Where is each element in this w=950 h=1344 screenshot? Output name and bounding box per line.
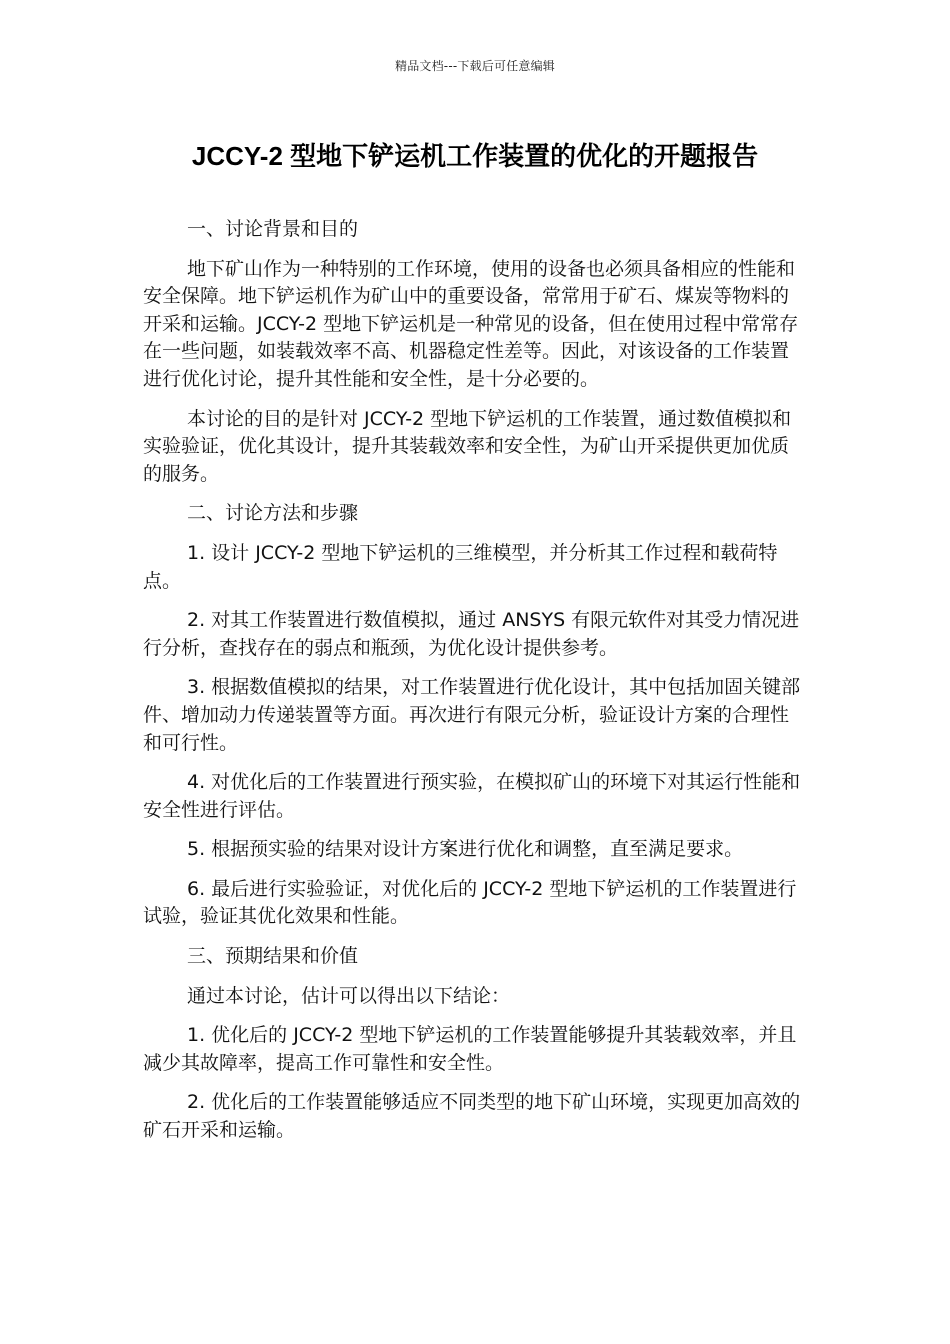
section-heading-methods: 二、讨论方法和步骤 [187, 502, 359, 525]
method-step-1: 1. 设计 JCCY-2 型地下铲运机的三维模型，并分析其工作过程和载荷特点。 [143, 541, 778, 592]
method-step-5: 5. 根据预实验的结果对设计方案进行优化和调整，直至满足要求。 [187, 838, 744, 861]
result-item-2: 2. 优化后的工作装置能够适应不同类型的地下矿山环境，实现更加高效的矿石开采和运输。 [143, 1091, 801, 1142]
paragraph-background: 地下矿山作为一种特别的工作环境，使用的设备也必须具备相应的性能和安全保障。地下铲运机作为矿山中的重要设备，常常用于矿石、煤炭等物料的开采和运输。JCCY-2 型地下铲运机是一种常见的设备，但在使用过程中常常存在一些问题，如装载效率不高、机器稳定性差等。因此，对该设备的工作装置进行优化讨论，提升其性能和安全性，是十分必要的。 [143, 257, 799, 390]
section-heading-background: 一、讨论背景和目的 [187, 218, 359, 240]
method-step-4: 4. 对优化后的工作装置进行预实验，在模拟矿山的环境下对其运行性能和安全性进行评估。 [143, 771, 801, 821]
method-step-2: 2. 对其工作装置进行数值模拟，通过 ANSYS 有限元软件对其受力情况进行分析，查找存在的弱点和瓶颈，为优化设计提供参考。 [143, 609, 800, 659]
method-step-6: 6. 最后进行实验验证，对优化后的 JCCY-2 型地下铲运机的工作装置进行试验，验证其优化效果和性能。 [143, 877, 797, 928]
result-item-1: 1. 优化后的 JCCY-2 型地下铲运机的工作装置能够提升其装载效率，并且减少其故障率，提高工作可靠性和安全性。 [143, 1024, 797, 1074]
header-note: 精品文档---下载后可任意编辑 [395, 59, 555, 73]
paragraph-purpose: 本讨论的目的是针对 JCCY-2 型地下铲运机的工作装置，通过数值模拟和实验验证，优化其设计，提升其装载效率和安全性，为矿山开采提供更加优质的服务。 [143, 407, 792, 485]
document-body [143, 216, 807, 1157]
document-title: JCCY-2 型地下铲运机工作装置的优化的开题报告 [191, 141, 759, 171]
paragraph-results-intro: 通过本讨论，估计可以得出以下结论： [187, 984, 511, 1007]
section-heading-results: 三、预期结果和价值 [187, 945, 359, 968]
method-step-3: 3. 根据数值模拟的结果，对工作装置进行优化设计，其中包括加固关键部件、增加动力传递装置等方面。再次进行有限元分析，验证设计方案的合理性和可行性。 [143, 676, 801, 754]
